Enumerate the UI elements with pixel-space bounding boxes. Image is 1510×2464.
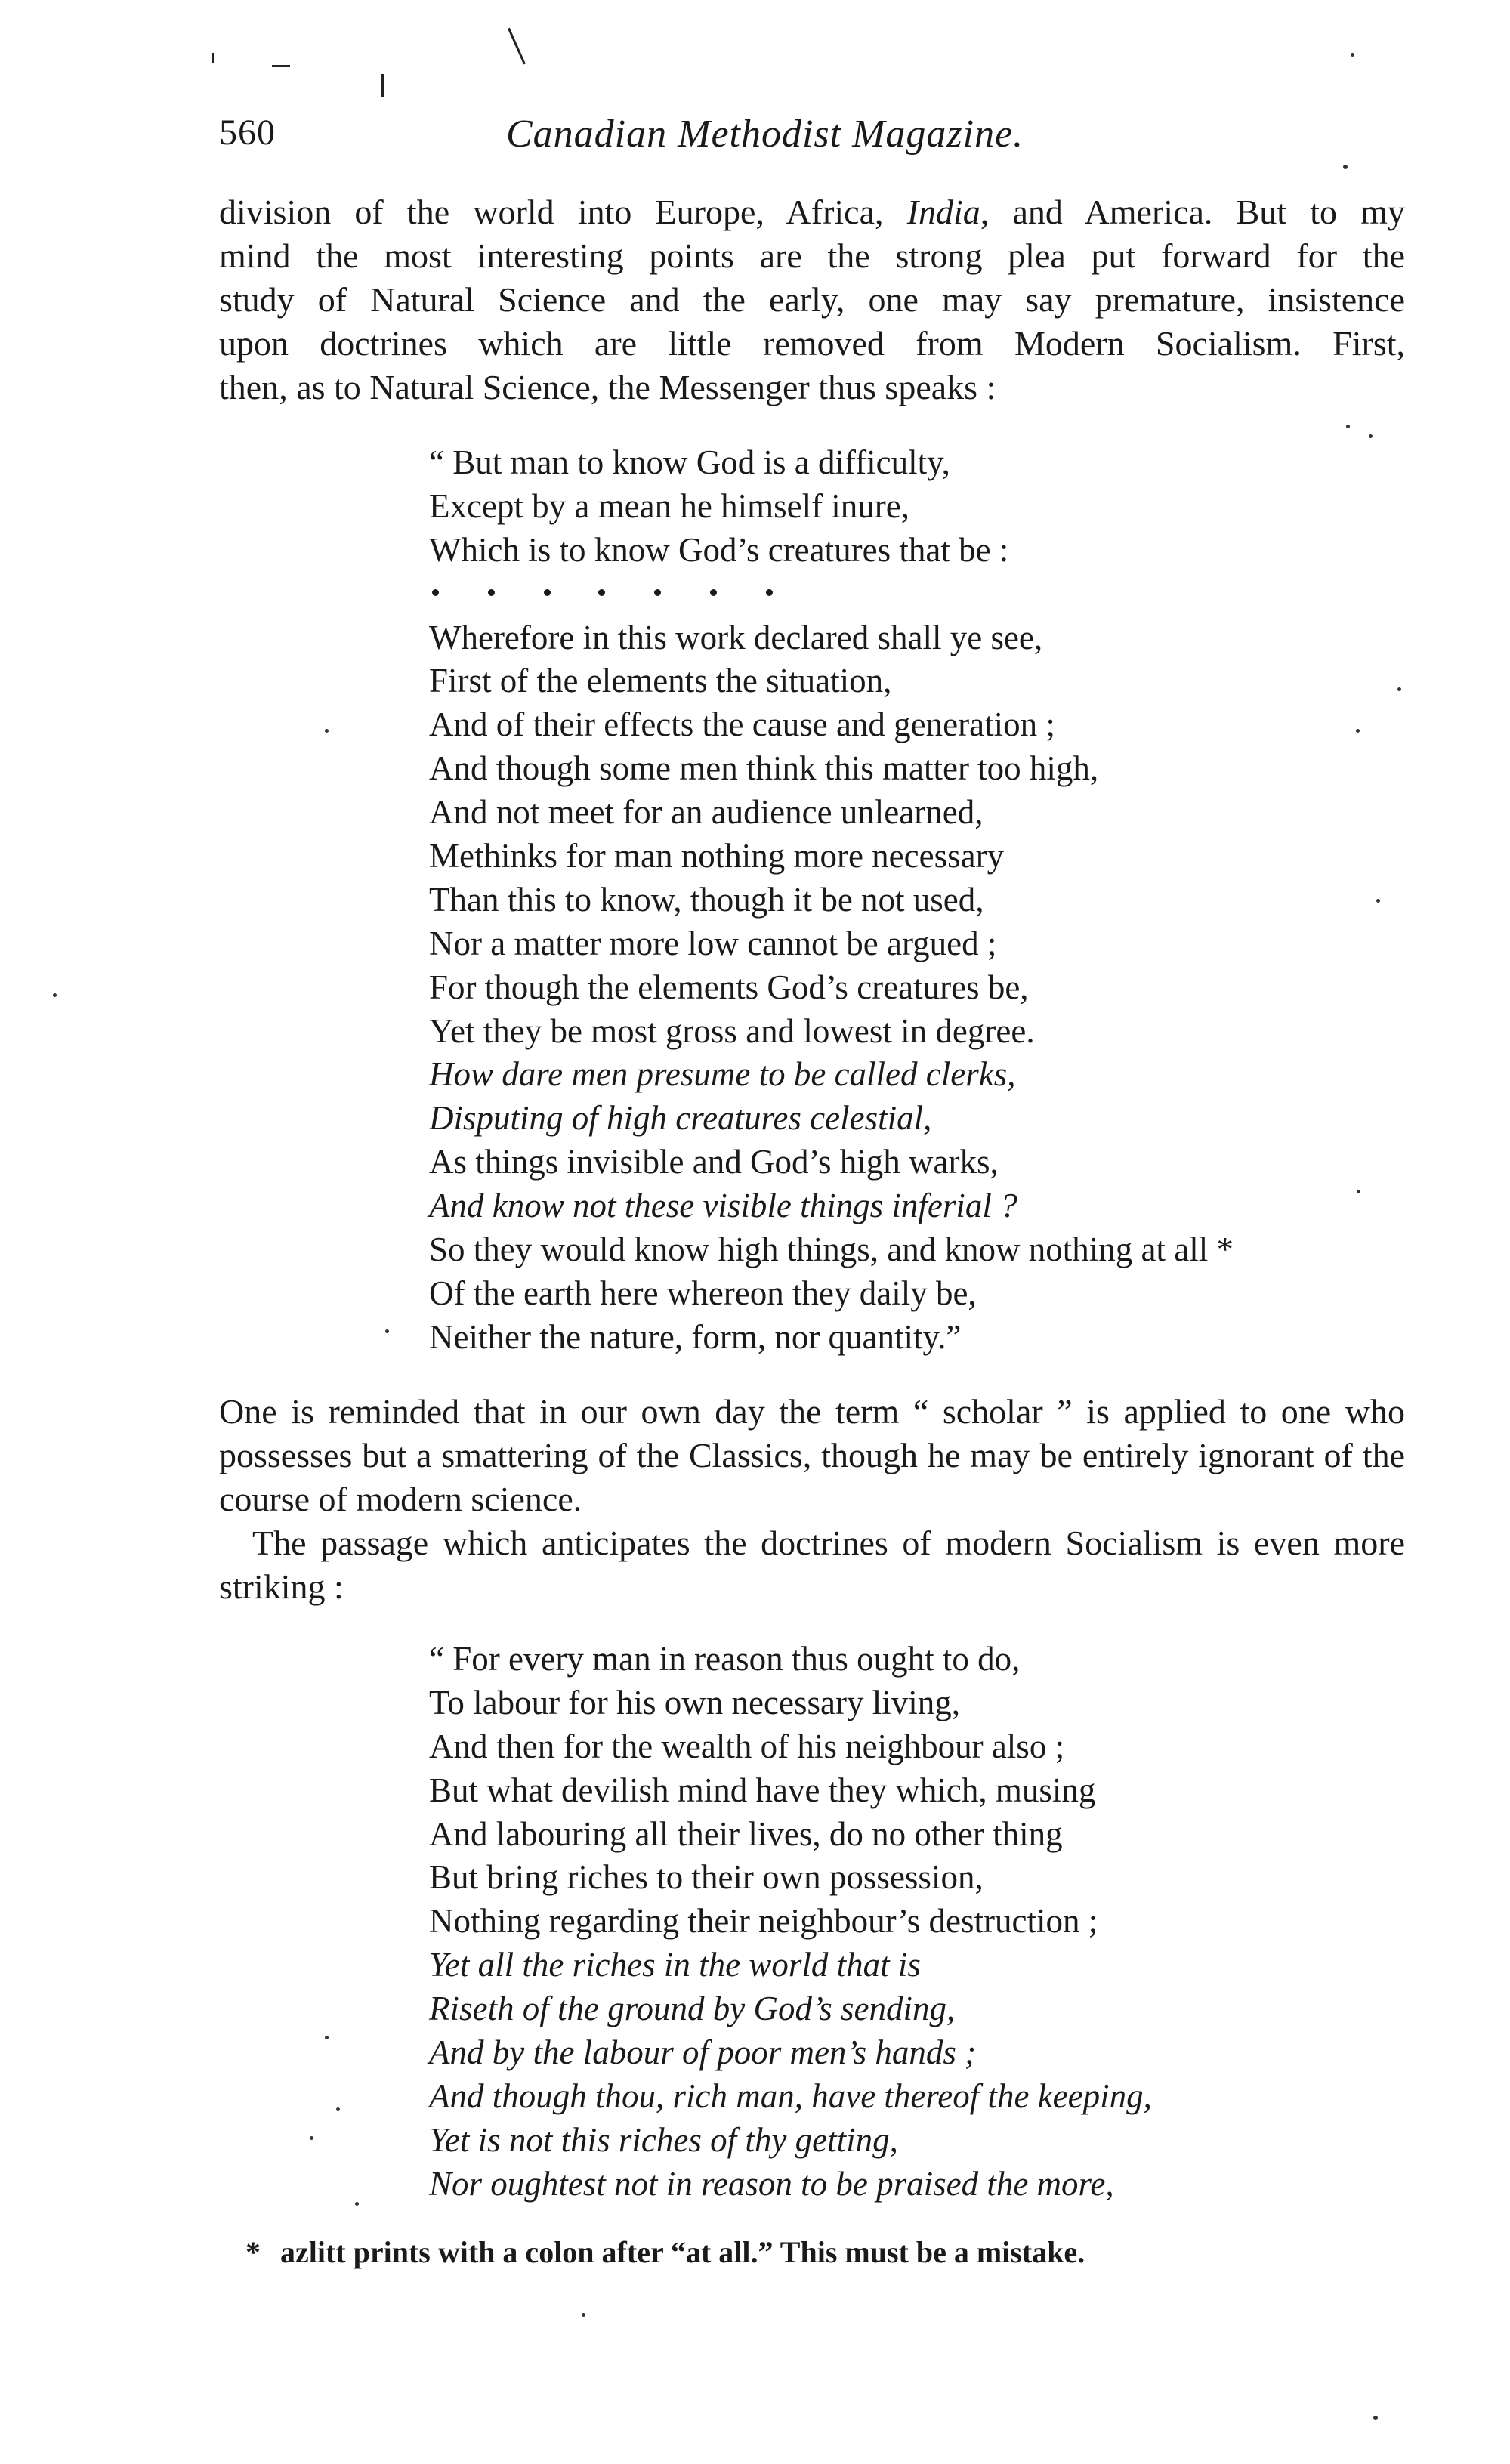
verse-line: As things invisible and God’s high warks, — [429, 1143, 999, 1181]
print-mark — [508, 28, 526, 65]
verse-line: And then for the wealth of his neighbour also ; — [429, 1727, 1065, 1765]
ellipsis-dot — [766, 589, 773, 596]
ellipsis-dot — [488, 589, 495, 596]
verse-line: And though some men think this matter too high, — [429, 749, 1099, 788]
verse-line: Neither the nature, form, nor quantity.” — [429, 1317, 962, 1356]
verse-line: Of the earth here whereon they daily be, — [429, 1274, 977, 1312]
footnote-text: azlitt prints with a colon after “at all.” This must be a mistake. — [280, 2235, 1085, 2269]
verse-line: To labour for his own necessary living, — [429, 1683, 960, 1721]
prose-line: study of Natural Science and the early, one may say premature, insistence — [219, 280, 1405, 319]
print-speck — [53, 993, 57, 997]
verse-line: Than this to know, though it be not used, — [429, 880, 984, 919]
verse-line: So they would know high things, and know nothing at all * — [429, 1230, 1234, 1269]
verse-line: But bring riches to their own possession, — [429, 1858, 984, 1897]
print-speck — [355, 2202, 359, 2206]
verse-line-italic: And by the labour of poor men’s hands ; — [429, 2033, 977, 2072]
verse-quotation-socialism — [429, 1638, 1411, 2206]
verse-line-italic: How dare men presume to be called clerks, — [429, 1055, 1016, 1094]
running-title: Canadian Methodist Magazine. — [506, 113, 1024, 156]
print-speck — [1343, 165, 1348, 169]
verse-line: Nothing regarding their neighbour’s destruction ; — [429, 1902, 1098, 1941]
verse-quotation-natural-science — [429, 441, 1411, 1360]
verse-line: “ For every man in reason thus ought to do, — [429, 1640, 1021, 1678]
prose-paragraph: One is reminded that in our own day the term “ scholar ” is applied to one who possesses but a smattering of the Classics, though he may be entirely ignorant of the course of modern science. — [219, 1392, 1405, 1518]
print-speck — [1369, 434, 1373, 438]
verse-line: First of the elements the situation, — [429, 662, 892, 700]
italic-word: India — [906, 193, 980, 231]
footnote-mark: * — [245, 2235, 261, 2269]
verse-line: Wherefore in this work declared shall ye see, — [429, 618, 1043, 656]
print-speck — [385, 1329, 389, 1333]
print-speck — [336, 2107, 340, 2111]
verse-line-italic: Yet all the riches in the world that is — [429, 1946, 921, 1984]
prose-line: mind the most interesting points are the strong plea put forward for the — [219, 236, 1405, 275]
ellipsis-dot — [598, 589, 605, 596]
prose-opening — [219, 190, 1405, 409]
verse-line: Methinks for man nothing more necessary — [429, 837, 1005, 875]
prose-middle — [219, 1390, 1405, 1609]
verse-line: And labouring all their lives, do no other thing — [429, 1814, 1063, 1853]
prose-line: upon doctrines which are little removed from Modern Socialism. First, — [219, 324, 1405, 363]
ellipsis-dot — [710, 589, 717, 596]
print-speck — [325, 2036, 329, 2039]
verse-line-italic: Nor oughtest not in reason to be praised the more, — [429, 2164, 1114, 2203]
verse-line-italic: Riseth of the ground by God’s sending, — [429, 1990, 956, 2028]
verse-line: Nor a matter more low cannot be argued ; — [429, 924, 997, 962]
print-mark — [272, 65, 290, 67]
verse-line: “ But man to know God is a difficulty, — [429, 443, 950, 481]
verse-line: But what devilish mind have they which, musing — [429, 1771, 1096, 1809]
ellipsis-dot — [432, 589, 439, 596]
ellipsis-dot — [654, 589, 661, 596]
print-mark — [381, 74, 384, 97]
footnote — [245, 2234, 1085, 2270]
verse-line-italic: Yet is not this riches of thy getting, — [429, 2120, 898, 2159]
verse-line: For though the elements God’s creatures be, — [429, 968, 1029, 1006]
print-speck — [1346, 425, 1350, 428]
verse-line: And not meet for an audience unlearned, — [429, 793, 984, 832]
prose-line: then, as to Natural Science, the Messenger thus speaks : — [219, 368, 996, 406]
verse-line: Except by a mean he himself inure, — [429, 486, 910, 525]
print-speck — [582, 2313, 585, 2317]
ellipsis-dot — [544, 589, 551, 596]
verse-line: And of their effects the cause and generation ; — [429, 706, 1055, 744]
print-speck — [310, 2136, 313, 2140]
verse-line-italic: Disputing of high creatures celestial, — [429, 1099, 932, 1138]
verse-line-italic: And know not these visible things inferial ? — [429, 1187, 1017, 1225]
verse-line: Yet they be most gross and lowest in degree. — [429, 1011, 1035, 1050]
print-speck — [325, 729, 329, 733]
page-number: 560 — [219, 113, 276, 153]
ellipsis-row — [429, 573, 1411, 616]
verse-line: Which is to know God’s creatures that be : — [429, 530, 1009, 569]
prose-paragraph: The passage which anticipates the doctrines of modern Socialism is even more striking : — [219, 1524, 1405, 1606]
print-speck — [1373, 2416, 1378, 2420]
print-mark — [212, 53, 214, 63]
print-speck — [1351, 53, 1354, 57]
prose-line: division of the world into Europe, Africa, India, and America. But to my — [219, 193, 1405, 231]
page-header — [219, 112, 1397, 165]
verse-line-italic: And though thou, rich man, have thereof the keeping, — [429, 2076, 1152, 2115]
